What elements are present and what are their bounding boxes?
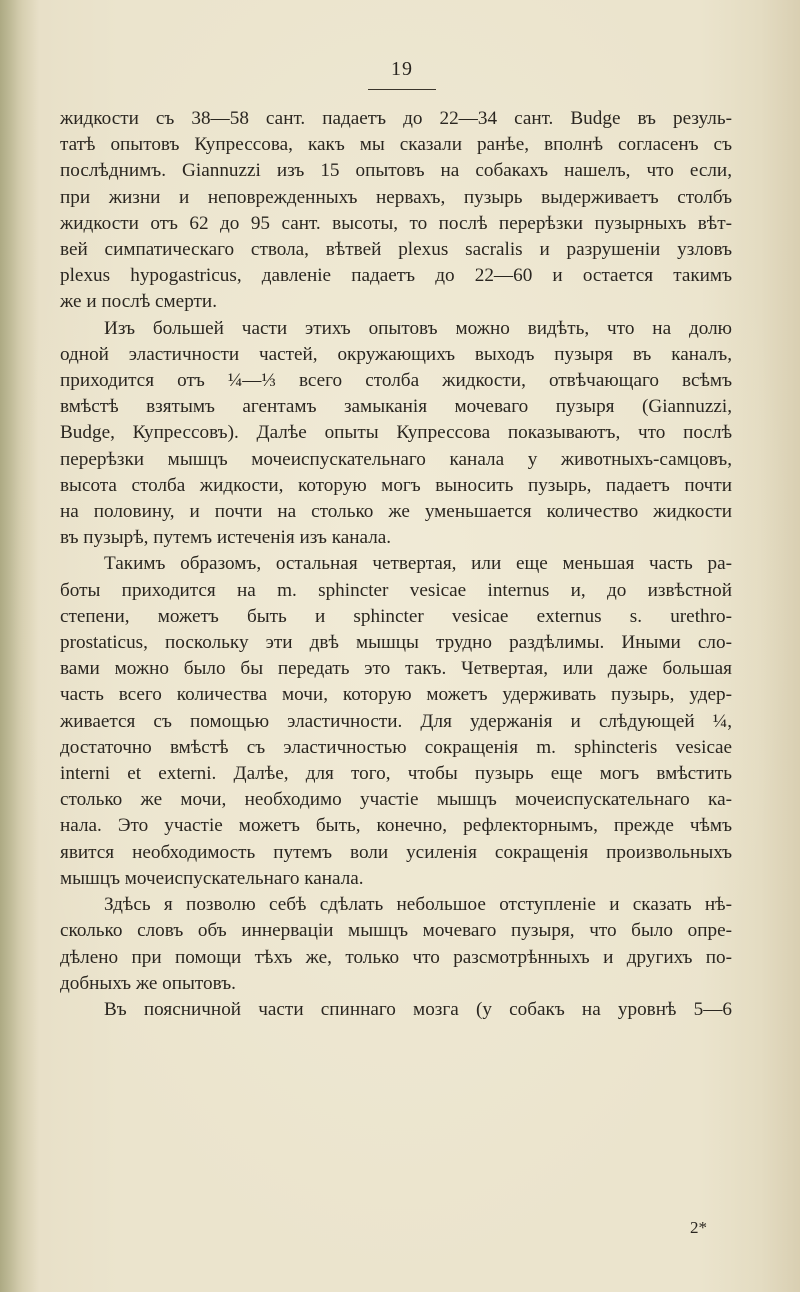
- text-line: вами можно было бы передать это такъ. Четвертая, или даже большая: [60, 658, 732, 680]
- paragraph: [60, 997, 732, 1023]
- page-number: 19: [391, 58, 413, 80]
- text-line: Въ поясничной части спиннаго мозга (у собакъ на уровнѣ 5—6: [104, 998, 732, 1020]
- text-line: interni et externi. Далѣе, для того, чтобы пузырь еще могъ вмѣстить: [60, 763, 732, 785]
- text-line: при жизни и неповрежденныхъ нервахъ, пузырь выдерживаетъ столбъ: [60, 186, 732, 208]
- page-edge-shadow: [0, 0, 38, 1292]
- text-line: одной эластичности частей, окружающихъ выходъ пузыря въ каналъ,: [60, 343, 732, 365]
- text-line: же и послѣ смерти.: [60, 291, 217, 313]
- text-line: столько же мочи, необходимо участіе мышцъ мочеиспускательнаго ка-: [60, 789, 732, 811]
- text-line: приходится отъ ¼—⅓ всего столба жидкости, отвѣчающаго всѣмъ: [60, 370, 732, 392]
- text-line: татѣ опытовъ Купрессова, какъ мы сказали ранѣе, вполнѣ согласенъ съ: [60, 134, 732, 156]
- paragraph: [60, 106, 732, 316]
- text-line: явится необходимость путемъ воли усиленія сокращенія произвольныхъ: [60, 841, 732, 863]
- paragraph: [60, 551, 732, 892]
- text-line: plexus hypogastricus, давленіе падаетъ до 22—60 и остается такимъ: [60, 265, 732, 287]
- text-line: боты приходится на m. sphincter vesicae internus и, до извѣстной: [60, 579, 732, 601]
- text-line: вей симпатическаго ствола, вѣтвей plexus sacralis и разрушеніи узловъ: [60, 239, 732, 261]
- text-line: Такимъ образомъ, остальная четвертая, или еще меньшая часть ра-: [104, 553, 732, 575]
- text-line: жидкости отъ 62 до 95 сант. высоты, то послѣ перерѣзки пузырныхъ вѣт-: [60, 212, 732, 234]
- text-line: мышцъ мочеиспускательнаго канала.: [60, 867, 364, 889]
- text-line: живается съ помощью эластичности. Для удержанія и слѣдующей ¼,: [60, 710, 732, 732]
- text-line: Budge, Купрессовъ). Далѣе опыты Купрессова показываютъ, что послѣ: [60, 422, 732, 444]
- text-line: вмѣстѣ взятымъ агентамъ замыканія мочеваго пузыря (Giannuzzi,: [60, 396, 732, 418]
- text-line: часть всего количества мочи, которую можетъ удерживать пузырь, удер-: [60, 684, 732, 706]
- printer-signature-mark: 2*: [690, 1218, 707, 1237]
- paragraph: [60, 892, 732, 997]
- body-text: [60, 106, 732, 1023]
- text-line: Здѣсь я позволю себѣ сдѣлать небольшое отступленіе и сказать нѣ-: [104, 894, 732, 916]
- text-line: степени, можетъ быть и sphincter vesicae externus s. urethro-: [60, 605, 732, 627]
- text-line: prostaticus, поскольку эти двѣ мышцы трудно раздѣлимы. Иными сло-: [60, 632, 732, 654]
- text-line: жидкости съ 38—58 сант. падаетъ до 22—34 сант. Budge въ резуль-: [60, 108, 732, 129]
- text-line: перерѣзки мышцъ мочеиспускательнаго канала у животныхъ-самцовъ,: [60, 448, 732, 470]
- paragraph: [60, 316, 732, 552]
- text-line: въ пузырѣ, путемъ истеченія изъ канала.: [60, 527, 392, 549]
- text-line: дѣлено при помощи тѣхъ же, только что разсмотрѣнныхъ и другихъ по-: [60, 946, 732, 968]
- text-line: на половину, и почти на столько же уменьшается количество жидкости: [60, 501, 732, 523]
- text-line: послѣднимъ. Giannuzzi изъ 15 опытовъ на собакахъ нашелъ, что если,: [60, 160, 732, 182]
- header-rule: [368, 89, 436, 90]
- text-line: достаточно вмѣстѣ съ эластичностью сокращенія m. sphincteris vesicae: [60, 736, 732, 758]
- text-line: Изъ большей части этихъ опытовъ можно видѣть, что на долю: [104, 317, 732, 339]
- text-line: высота столба жидкости, которую могъ выносить пузырь, падаетъ почти: [60, 474, 732, 496]
- text-line: добныхъ же опытовъ.: [60, 972, 236, 994]
- text-line: сколько словъ объ иннерваціи мышцъ мочеваго пузыря, что было опре-: [60, 920, 732, 942]
- text-line: нала. Это участіе можетъ быть, конечно, рефлекторнымъ, прежде чѣмъ: [60, 815, 732, 837]
